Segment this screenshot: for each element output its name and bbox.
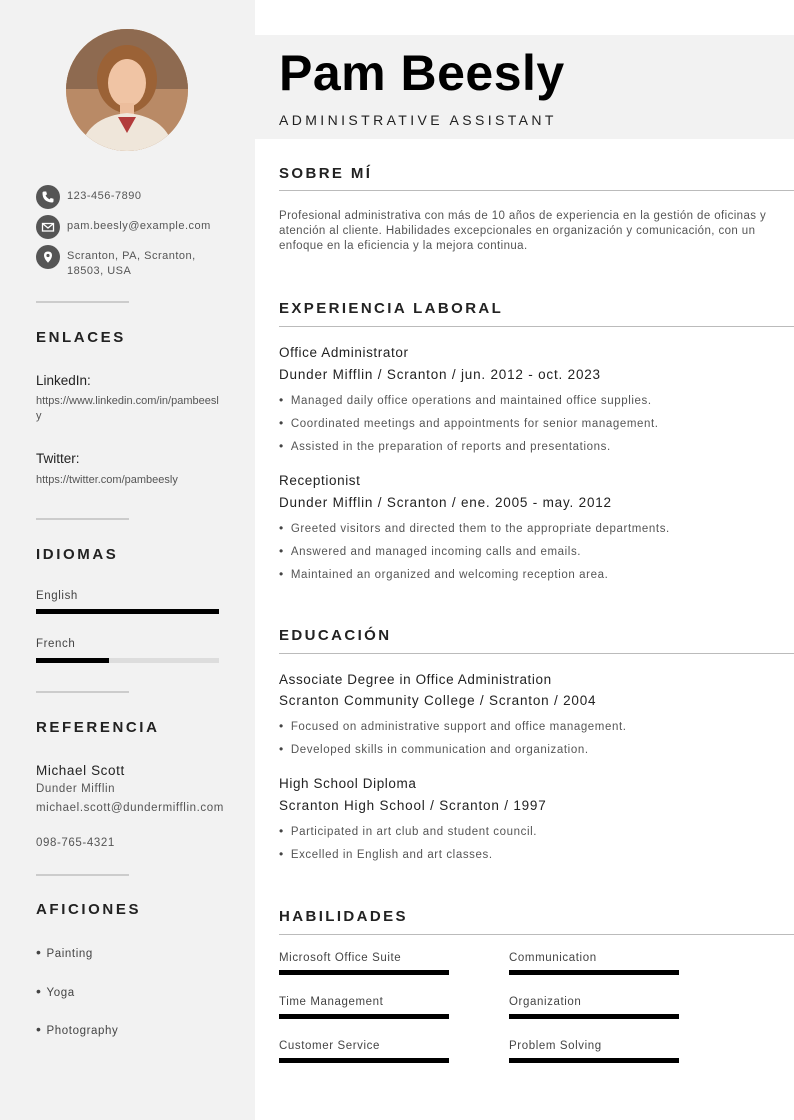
divider <box>36 874 129 876</box>
phone-text: 123-456-7890 <box>67 190 142 202</box>
about-text: Profesional administrativa con más de 10 años de experiencia en la gestión de oficinas y atención al cliente. Habilidades excepcionales en organización y comunicación, con un enfoque en la eficiencia y la mejora continua. <box>279 210 767 252</box>
skill-name: Communication <box>509 952 597 964</box>
hobby-item: • Yoga <box>36 983 75 999</box>
linkedin-label: LinkedIn: <box>36 373 91 388</box>
address-text: Scranton, PA, Scranton, 18503, USA <box>67 250 196 277</box>
job-bullet: • Assisted in the preparation of reports and presentations. <box>279 439 611 453</box>
links-heading: ENLACES <box>36 329 126 346</box>
avatar <box>66 29 188 151</box>
education-bullet: • Focused on administrative support and office management. <box>279 719 627 733</box>
profile-photo <box>66 29 188 151</box>
degree-title: Associate Degree in Office Administration <box>279 672 552 687</box>
job-bullet: • Greeted visitors and directed them to the appropriate departments. <box>279 521 670 535</box>
email-text: pam.beesly@example.com <box>67 220 211 232</box>
experience-heading: EXPERIENCIA LABORAL <box>279 300 504 317</box>
job-bullet: • Managed daily office operations and maintained office supplies. <box>279 393 652 407</box>
skill-level-bar <box>279 1014 449 1019</box>
language-name: English <box>36 590 78 602</box>
divider <box>36 518 129 520</box>
reference-heading: REFERENCIA <box>36 719 160 736</box>
mail-icon <box>36 215 60 239</box>
skill-name: Time Management <box>279 996 384 1008</box>
profile-name: Pam Beesly <box>279 45 565 101</box>
reference-company: Dunder Mifflin <box>36 783 116 795</box>
job-company: Dunder Mifflin / Scranton / ene. 2005 - may. 2012 <box>279 495 612 510</box>
location-pin-icon <box>36 245 60 269</box>
profile-title: ADMINISTRATIVE ASSISTANT <box>279 112 557 128</box>
reference-name: Michael Scott <box>36 763 125 778</box>
skill-name: Microsoft Office Suite <box>279 952 402 964</box>
linkedin-link[interactable]: https://www.linkedin.com/in/pambeesly <box>36 395 219 422</box>
job-bullet: • Maintained an organized and welcoming reception area. <box>279 567 609 581</box>
degree-title: High School Diploma <box>279 776 417 791</box>
skill-level-bar <box>279 1058 449 1063</box>
job-title: Office Administrator <box>279 345 409 360</box>
language-level-bar <box>36 609 219 614</box>
skills-heading: HABILIDADES <box>279 908 408 925</box>
divider <box>36 301 129 303</box>
job-bullet: • Coordinated meetings and appointments for senior management. <box>279 416 659 430</box>
language-name: French <box>36 638 76 650</box>
job-company: Dunder Mifflin / Scranton / jun. 2012 - oct. 2023 <box>279 367 601 382</box>
section-rule <box>279 653 794 654</box>
divider <box>36 691 129 693</box>
languages-heading: IDIOMAS <box>36 546 119 563</box>
hobbies-heading: AFICIONES <box>36 901 142 918</box>
twitter-link[interactable]: https://twitter.com/pambeesly <box>36 474 178 486</box>
skill-level-bar <box>279 970 449 975</box>
hobby-item: • Painting <box>36 944 93 960</box>
job-title: Receptionist <box>279 473 361 488</box>
section-rule <box>279 934 794 935</box>
skill-level-bar <box>509 970 679 975</box>
skill-level-bar <box>509 1058 679 1063</box>
contact-address <box>36 245 217 279</box>
contact-email <box>36 215 217 239</box>
skill-name: Organization <box>509 996 582 1008</box>
job-bullet: • Answered and managed incoming calls and emails. <box>279 544 582 558</box>
section-rule <box>279 326 794 327</box>
education-bullet: • Developed skills in communication and organization. <box>279 742 589 756</box>
skill-level-bar <box>509 1014 679 1019</box>
reference-phone: 098-765-4321 <box>36 837 115 849</box>
education-heading: EDUCACIÓN <box>279 627 392 644</box>
education-bullet: • Excelled in English and art classes. <box>279 847 493 861</box>
skill-name: Customer Service <box>279 1040 380 1052</box>
phone-icon <box>36 185 60 209</box>
skill-name: Problem Solving <box>509 1040 602 1052</box>
contact-phone <box>36 185 217 209</box>
degree-school: Scranton High School / Scranton / 1997 <box>279 798 547 813</box>
section-rule <box>279 190 794 191</box>
reference-email[interactable]: michael.scott@dundermifflin.com <box>36 802 224 814</box>
about-heading: SOBRE MÍ <box>279 165 373 182</box>
twitter-label: Twitter: <box>36 451 80 466</box>
language-level-bar <box>36 658 219 663</box>
degree-school: Scranton Community College / Scranton / 2004 <box>279 693 597 708</box>
hobby-item: • Photography <box>36 1021 119 1037</box>
education-bullet: • Participated in art club and student council. <box>279 824 538 838</box>
